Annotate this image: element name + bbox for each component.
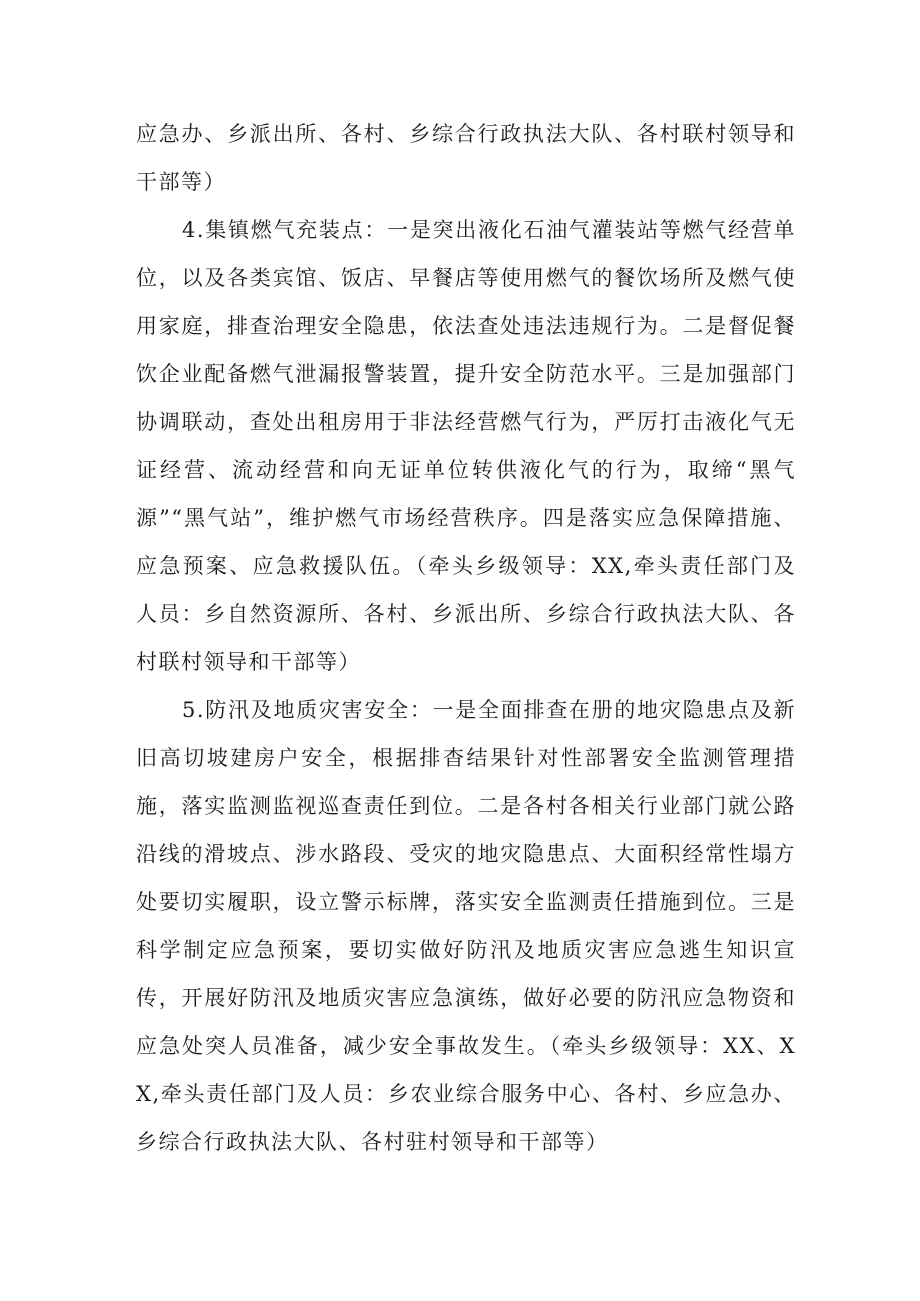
paragraph-continuation: 应急办、乡派出所、各村、乡综合行政执法大队、各村联村领导和干部等） [136,122,796,194]
paragraph-item-4-gas-filling-points: 4.集镇燃气充装点：一是突出液化石油气灌装站等燃气经营单位，以及各类宾馆、饭店、早餐店等使用燃气的餐饮场所及燃气使用家庭，排查治理安全隐患，依法查处违法违规行为。二是督促餐饮企业配备燃气泄漏报警装置，提升安全防范水平。三是加强部门协调联动，查处出租房用于非法经营燃气行为，严厉打击液化气无证经营、流动经营和向无证单位转供液化气的行为，取缔“黑气源”“黑气站”，维护燃气市场经营秩序。四是落实应急保障措施、应急预案、应急救援队伍。（牵头乡级领导：XX,牵头责任部门及人员：乡自然资源所、各村、乡派出所、乡综合行政执法大队、各村联村领导和干部等） [136,218,796,674]
document-page [136,110,796,1166]
paragraph-item-5-flood-geological-safety: 5.防汛及地质灾害安全：一是全面排查在册的地灾隐患点及新旧高切坡建房户安全，根据排杳结果针对性部署安全监测管理措施，落实监测监视巡查责任到位。二是各村各相关行业部门就公路沿线的滑坡点、涉水路段、受灾的地灾隐患点、大面积经常性塌方处要切实履职，设立警示标牌，落实安全监测责任措施到位。三是科学制定应急预案，要切实做好防汛及地质灾害应急逃生知识宣传，开展好防汛及地质灾害应急演练，做好必要的防汛应急物资和应急处突人员准备，减少安全事故发生。（牵头乡级领导：XX、XX,牵头责任部门及人员：乡农业综合服务中心、各村、乡应急办、乡综合行政执法大队、各村驻村领导和干部等） [136,698,796,1154]
